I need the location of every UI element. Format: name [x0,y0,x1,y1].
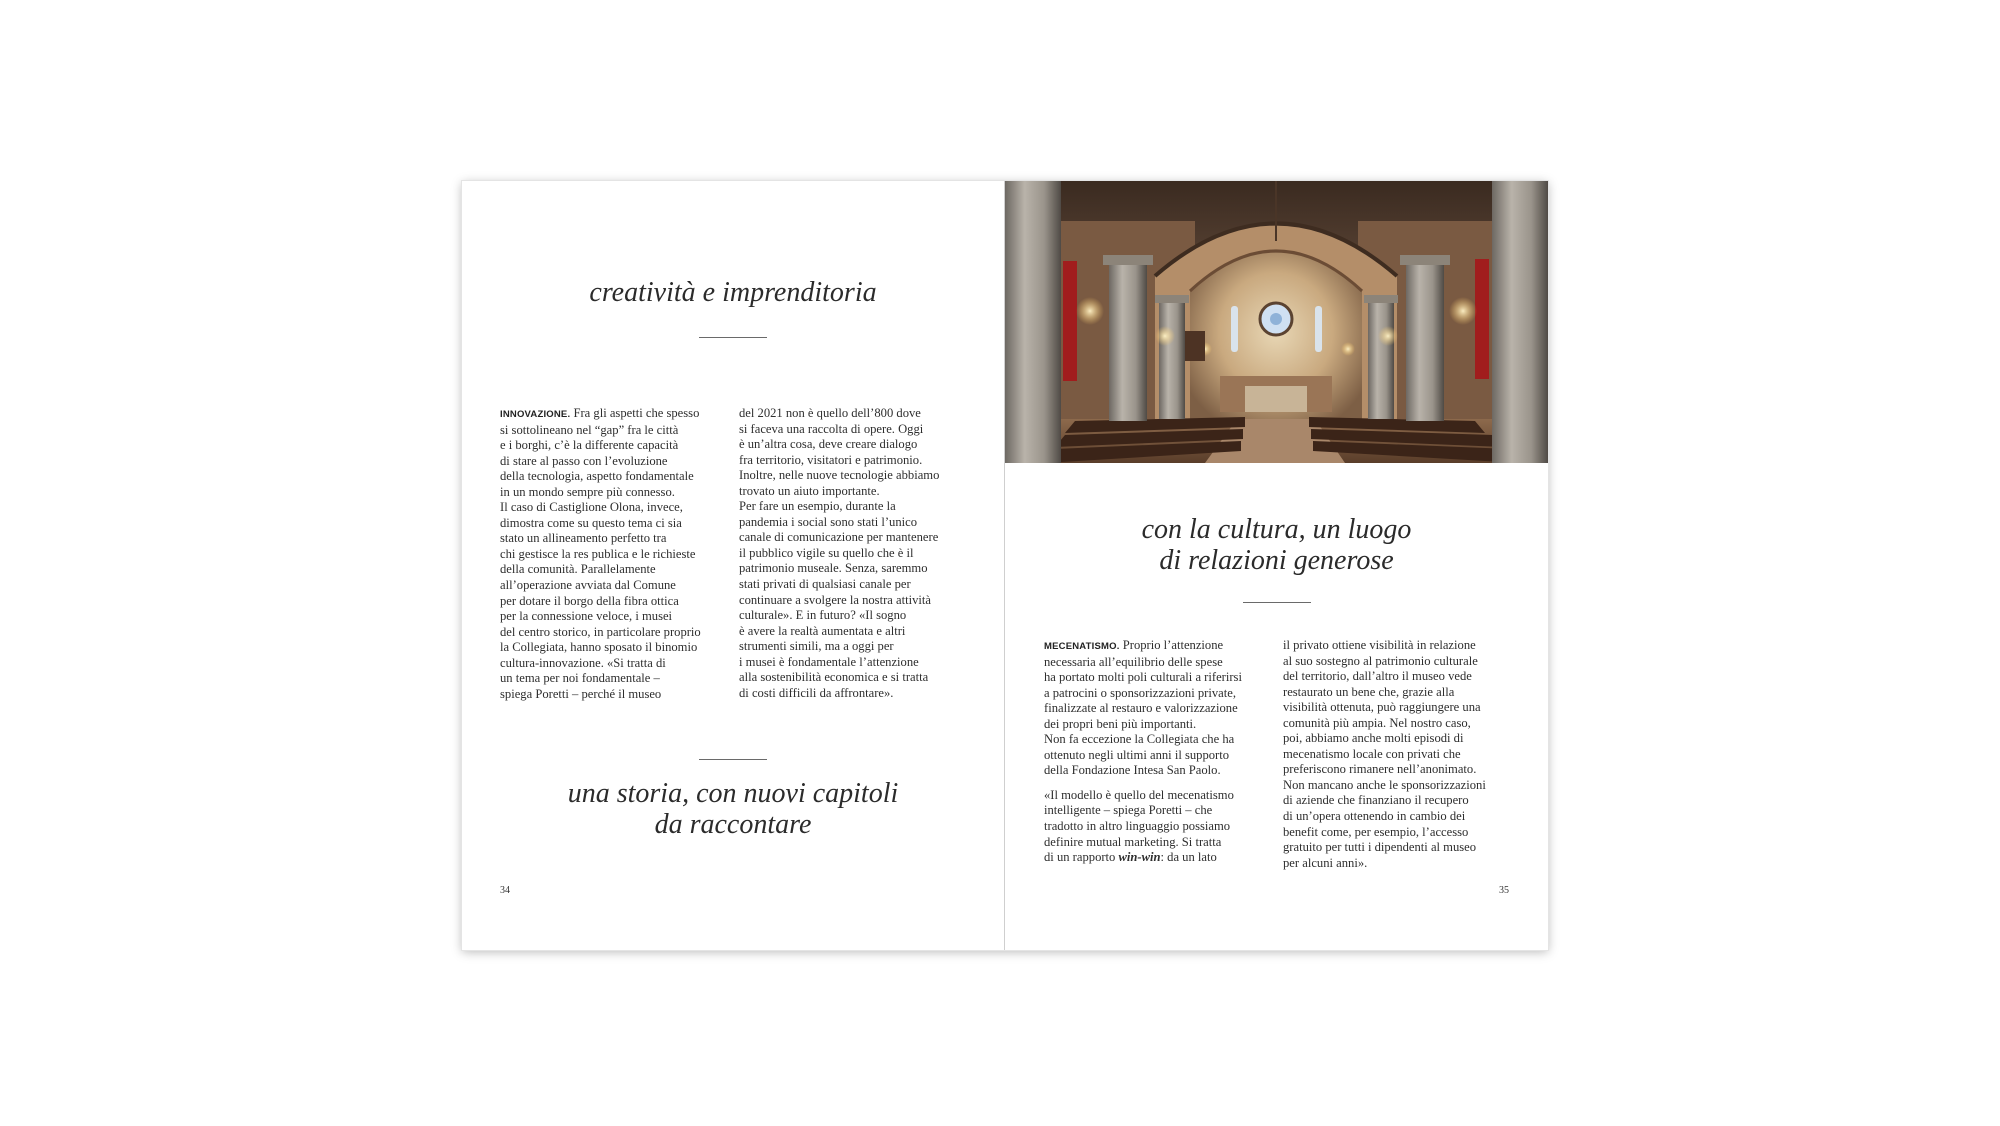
body-column-2: il privato ottiene visibilità in relazione al suo sostegno al patrimonio culturale del territorio, dall’altro il museo vede restaurato un bene che, grazie alla visibilità ottenuta, può raggiungere una comunità più ampia. Nel nostro caso, poi, abbiamo anche molti episodi di mecenatismo locale con privati che preferiscono rimanere nell’anonimato. Non mancano anche le sponsorizzazioni di aziende che finanziano il recupero di un’opera ottenendo in cambio dei benefit come, per esempio, l’accesso gratuito per tutti i dipendenti al museo per alcuni anni». [1283,638,1486,870]
lead-label: INNOVAZIONE. [500,409,571,420]
right-page [1005,181,1548,950]
left-page [462,181,1004,950]
heading-divider [1243,602,1311,603]
page-number: 34 [500,885,510,896]
body-text: Proprio l’attenzione necessaria all’equilibrio delle spese ha portato molti poli culturali a riferirsi a patrocini o sponsorizzazioni private, finalizzate al restauro e valorizzazione dei propri beni più importanti. Non fa eccezione la Collegiata che ha ottenuto negli ultimi anni il supporto della Fondazione Intesa San Paolo. [1044,638,1242,778]
church-interior-photo [1005,181,1548,463]
body-text: Fra gli aspetti che spesso si sottolineano nel “gap” fra le città e i borghi, c’è la differente capacità di stare al passo con l’evoluzione della tecnologia, aspetto fondamentale in un mondo sempre più connesso. Il caso di Castiglione Olona, invece, dimostra come su questo tema ci sia stato un allineamento perfetto tra chi gestisce la res publica e le richieste della comunità. Parallelamente all’operazione avviata dal Comune per dotare il borgo della fibra ottica per la connessione veloce, i musei del centro storico, in particolare proprio la Collegiata, hanno sposato il binomio cultura-innovazione. «Si tratta di un tema per noi fondamentale – spiega Poretti – perché il museo [500,406,701,701]
magazine-spread [462,181,1548,950]
quote-text-end: : da un lato [1160,850,1217,865]
closing-divider [699,759,767,760]
emphasis-text: win-win [1118,850,1161,865]
heading-divider [699,337,767,338]
body-column-1 [500,406,710,702]
closing-heading: una storia, con nuovi capitoli da raccontare [567,778,899,840]
body-column-1 [1044,638,1264,866]
page-number: 35 [1499,885,1509,896]
lead-label: MECENATISMO. [1044,641,1120,652]
quote-text: «Il modello è quello del mecenatismo intelligente – spiega Poretti – che tradotto in altro linguaggio possiamo definire mutual marketing. Si tratta di un rapporto [1044,787,1234,865]
section-heading: creatività e imprenditoria [589,277,877,308]
body-column-2: del 2021 non è quello dell’800 dove si faceva una raccolta di opere. Oggi è un’altra cosa, deve creare dialogo fra territorio, visitatori e patrimonio. Inoltre, nelle nuove tecnologie abbiamo trovato un aiuto importante. Per fare un esempio, durante la pandemia i social sono stati l’unico canale di comunicazione per mantenere il pubblico vigile su quello che è il patrimonio museale. Senza, saremmo stati privati di qualsiasi canale per continuare a svolgere la nostra attività culturale». E in futuro? «Il sogno è avere la realtà aumentata e altri strumenti simili, ma a oggi per i musei è fondamentale l’attenzione alla sostenibilità economica e si tratta di costi difficili da affrontare». [739,406,940,700]
section-heading: con la cultura, un luogo di relazioni generose [1141,514,1412,576]
